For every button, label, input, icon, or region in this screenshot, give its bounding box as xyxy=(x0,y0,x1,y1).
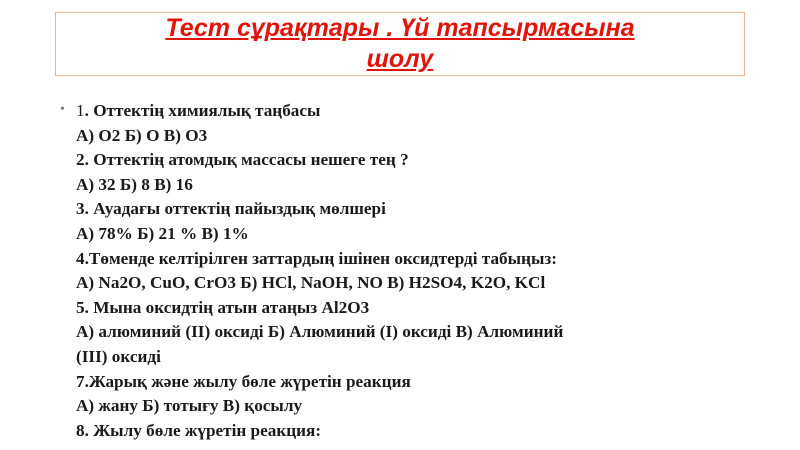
bullet-icon: • xyxy=(60,102,65,117)
question-1-number: 1 xyxy=(76,101,85,120)
question-2-answers: А) 32 Б) 8 В) 16 xyxy=(76,174,193,194)
question-list xyxy=(60,99,795,450)
question-4: 4.Төменде келтірілген заттардың ішінен оксидтерді табыңыз: xyxy=(76,248,558,268)
question-lines xyxy=(76,99,791,443)
question-5: 5. Мына оксидтің атын атаңыз Al2O3 xyxy=(76,297,370,317)
question-1 xyxy=(76,99,791,124)
question-1-text: . Оттектің химиялық таңбасы xyxy=(84,101,321,120)
question-3-answers: А) 78% Б) 21 % В) 1% xyxy=(76,223,249,243)
question-3: 3. Ауадағы оттектің пайыздық мөлшері xyxy=(76,199,386,219)
question-2: 2. Оттектің атомдық массасы нешеге тең ? xyxy=(76,150,409,170)
question-7: 7.Жарық және жылу бөле жүретін реакция xyxy=(76,371,411,391)
question-7-answers: А) жану Б) тотығу В) қосылу xyxy=(76,396,303,416)
question-8: 8. Жылу бөле жүретін реакция: xyxy=(76,420,322,440)
question-4-answers: А) Na2O, CuO, CrO3 Б) HCl, NaOH, NO В) H2SO4, K2O, KCl xyxy=(76,273,546,293)
title-line-2: шолу xyxy=(366,45,434,73)
title-line-1: Тест сұрақтары . Үй тапсырмасына xyxy=(165,14,635,42)
question-1-answers: А) О2 Б) О В) О3 xyxy=(76,125,208,145)
title-box xyxy=(55,12,745,76)
question-5-answers: А) алюминий (II) оксиді Б) Алюминий (I) оксиді В) Алюминий xyxy=(76,322,564,342)
question-5-answers-continued: (III) оксиді xyxy=(76,346,161,366)
